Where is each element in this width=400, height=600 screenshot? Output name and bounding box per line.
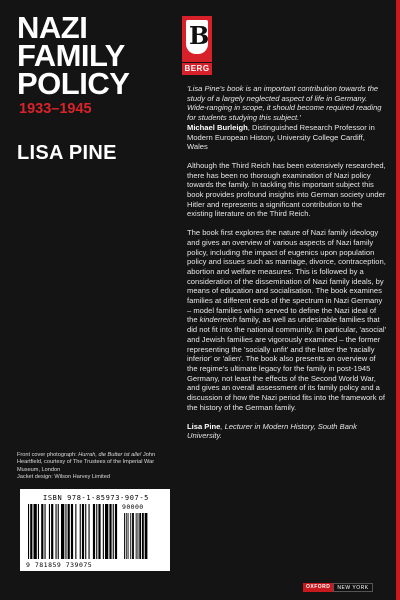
blurb-paragraph-2: The book first explores the nature of Nazi family ideology and gives an overview of various aspects of Nazi family policy, including the impact of eugenics upon population policy and issues such as marriage, divorce, contraception, abortion and welfare measures. This is followed by a consideration of the dissemination of Nazi family ideals, by means of education and socialisation. The book examines families at different ends of the spectrum in Nazi Germany – model families which served to define the Nazi ideal of the kinderreich family, as well as undesirable families that did not fit into the national community. In particular, 'asocial' and Jewish families are vigorously examined – the former representing the 'socially unfit' and the latter the 'racially inferior' or 'alien'. The book also presents an overview of the regime's ultimate legacy for the family in post-1945 Germany, not least the effects of the Second World War, and gives an overall assessment of its family policy and a discussion of how the Nazi period fits into the framework of the history of the German family. — [187, 228, 387, 412]
imprint-new-york: NEW YORK — [333, 583, 372, 592]
reviewer-role: , Distinguished Research Professor in Modern European History, University College Cardiff, Wales — [187, 122, 375, 152]
review-block — [187, 84, 387, 152]
publisher-imprint — [303, 583, 373, 592]
red-edge-strip — [396, 0, 400, 600]
reviewer-name: Michael Burleigh — [187, 122, 248, 132]
barcode-digits: 9 781859 739075 — [26, 561, 93, 569]
barcode-icon — [28, 504, 164, 560]
isbn-text: ISBN 978-1-85973-907-5 — [43, 494, 149, 502]
book-title — [17, 10, 130, 101]
signature-role: , Lecturer in Modern History, South Bank University. — [187, 421, 357, 441]
design-credit: Jacket design: Wilson Harvey Limited — [17, 473, 110, 480]
imprint-oxford: OXFORD — [303, 583, 333, 592]
title-line: POLICY — [17, 66, 130, 101]
cover-credits — [17, 452, 177, 481]
signature-name: Lisa Pine — [187, 421, 221, 431]
title-line: NAZI — [17, 10, 88, 45]
logo-letter: B — [189, 21, 210, 50]
blurb-paragraph-1: Although the Third Reich has been extensively researched, there has been no thorough examination of Nazi policy towards the family. In tackling this important subject this book provides profound insights into German society under Hitler and represents a significant contribution to the existing literature on the Third Reich. — [187, 160, 386, 219]
barcode-area — [20, 489, 170, 571]
review-quote: 'Lisa Pine's book is an important contribution towards the study of a largely neglected aspect of life in Germany. Wide-ranging in scope, it should become required reading for students studying this subject.' — [187, 84, 382, 123]
blurb-column — [187, 84, 387, 450]
logo-name: BERG — [182, 63, 212, 75]
book-author: LISA PINE — [17, 142, 117, 164]
title-line: FAMILY — [17, 38, 125, 73]
berg-shield-icon — [182, 16, 212, 62]
berg-logo — [182, 16, 212, 76]
barcode-addon: 90000 — [122, 503, 144, 511]
book-years: 1933–1945 — [19, 101, 92, 117]
author-signature — [187, 422, 387, 441]
photo-credit: Front cover photograph: Hurrah, die Butter ist alle! John Heartfield, courtesy of The Trustees of the Imperial War Museum, London — [17, 452, 156, 473]
